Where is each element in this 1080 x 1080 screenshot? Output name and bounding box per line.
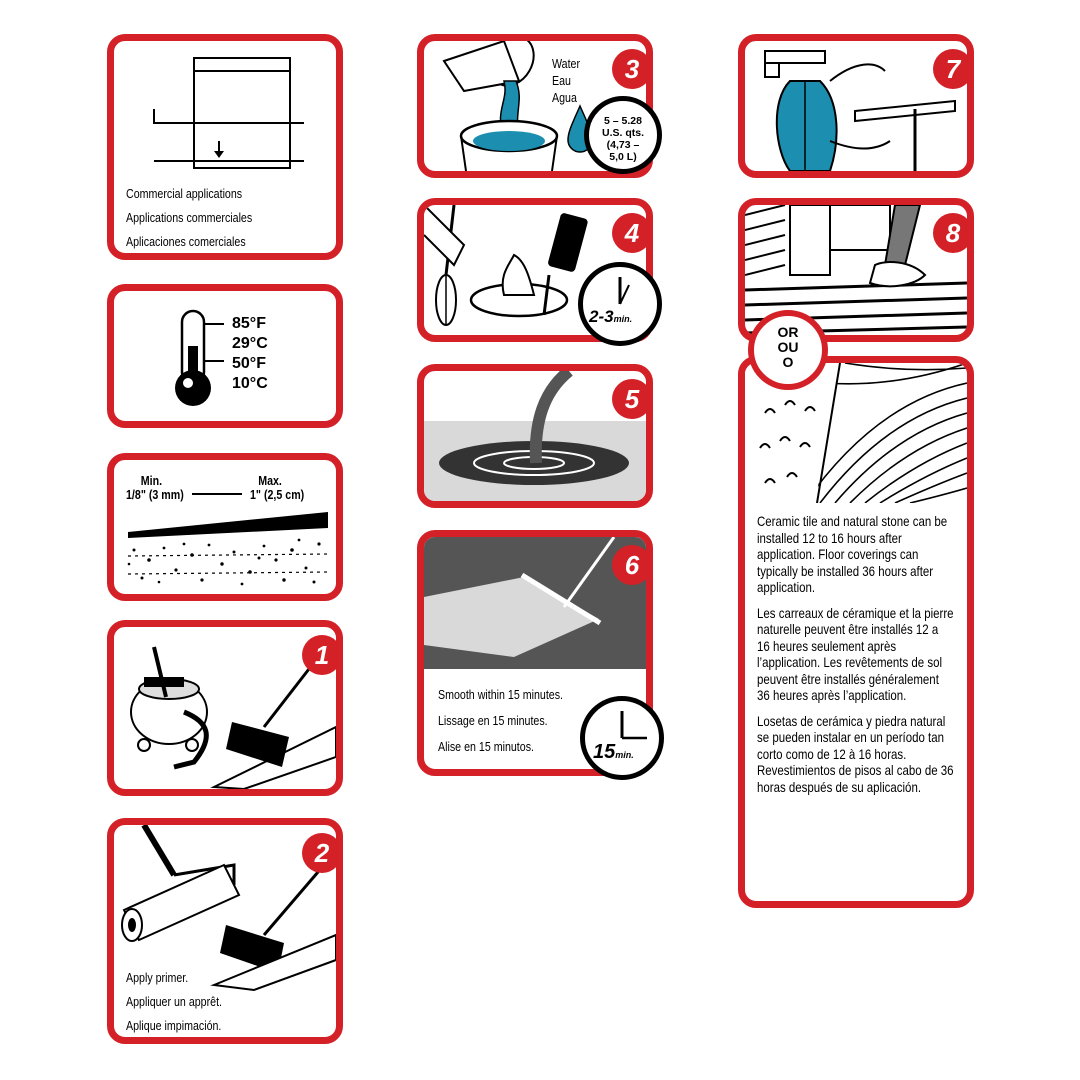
water-quantity-circle: [584, 96, 662, 174]
step8-text-fr: Les carreaux de céramique et la pierre naturelle peuvent être installés 12 a 16 heures seulement après l’application. Les revêtements de sol peuvent être installés généralement 36 heures après l’application.: [757, 604, 954, 703]
or-en: OR: [777, 324, 799, 340]
qty-line4: 5,0 L): [609, 151, 637, 163]
step3-water-en: Water: [552, 56, 581, 71]
step7-panel: [738, 34, 974, 178]
step8-badge: 8: [933, 213, 973, 253]
step6-fr: Lissage en 15 minutes.: [438, 713, 548, 728]
step6-badge: 6: [612, 545, 652, 585]
temperature-panel: [107, 284, 343, 428]
step8-text-panel: [738, 356, 974, 908]
step2-en: Apply primer.: [126, 970, 189, 985]
qty-line3: (4,73 –: [606, 139, 640, 151]
temp-min-f: 50°F: [232, 355, 266, 372]
step3-badge: 3: [612, 49, 652, 89]
commercial-es: Aplicaciones comerciales: [126, 234, 246, 249]
step6-es: Alise en 15 minutos.: [438, 739, 535, 754]
commercial-en: Commercial applications: [126, 186, 243, 201]
commercial-panel: [107, 34, 343, 260]
step2-panel: [107, 818, 343, 1044]
clock-hands-icon: [583, 267, 657, 341]
thickness-panel: [107, 453, 343, 601]
step5-badge: 5: [612, 379, 652, 419]
step4-badge: 4: [612, 213, 652, 253]
thickness-min-value: 1/8" (3 mm): [126, 487, 184, 502]
mixing-time: 2-3: [589, 307, 614, 326]
step3-water-fr: Eau: [552, 73, 571, 88]
temp-max-c: 29°C: [232, 335, 268, 352]
commercial-fr: Applications commerciales: [126, 210, 253, 225]
mixing-timer-clock: [578, 262, 662, 346]
temp-min-c: 10°C: [232, 375, 268, 392]
step3-water-es: Agua: [552, 90, 577, 105]
smoothing-time-unit: min.: [615, 750, 634, 760]
or-fr: OU: [777, 339, 799, 355]
step2-fr: Appliquer un apprêt.: [126, 994, 223, 1009]
smoothing-time: 15: [593, 741, 616, 763]
thickness-max-value: 1" (2,5 cm): [250, 487, 305, 502]
thermometer-icon: [114, 291, 336, 421]
step2-es: Aplique impimación.: [126, 1018, 222, 1033]
qty-line2: U.S. qts.: [601, 127, 644, 139]
step1-panel: [107, 620, 343, 796]
step1-badge: 1: [302, 635, 342, 675]
smoothing-timer-clock: [580, 696, 664, 780]
step5-panel: [417, 364, 653, 508]
thickness-min-label: Min.: [140, 473, 163, 488]
mixing-time-unit: min.: [613, 314, 633, 324]
thickness-max-label: Max.: [258, 473, 282, 488]
step7-badge: 7: [933, 49, 973, 89]
temp-max-f: 85°F: [232, 315, 266, 332]
step8-text-en: Ceramic tile and natural stone can be installed 12 to 16 hours after application. Floor coverings can typically be installed 36 hours after application.: [757, 513, 948, 595]
or-circle: [748, 310, 828, 390]
or-es: O: [782, 354, 794, 370]
qty-line1: 5 – 5.28: [604, 115, 642, 127]
step6-en: Smooth within 15 minutes.: [438, 687, 564, 702]
step8-text-es: Losetas de cerámica y piedra natural se pueden instalar en un período tan corto como de 12 à 16 horas. Revestimientos de pisos al cabo de 36 horas después de su aplicación.: [757, 712, 954, 795]
step2-badge: 2: [302, 833, 342, 873]
